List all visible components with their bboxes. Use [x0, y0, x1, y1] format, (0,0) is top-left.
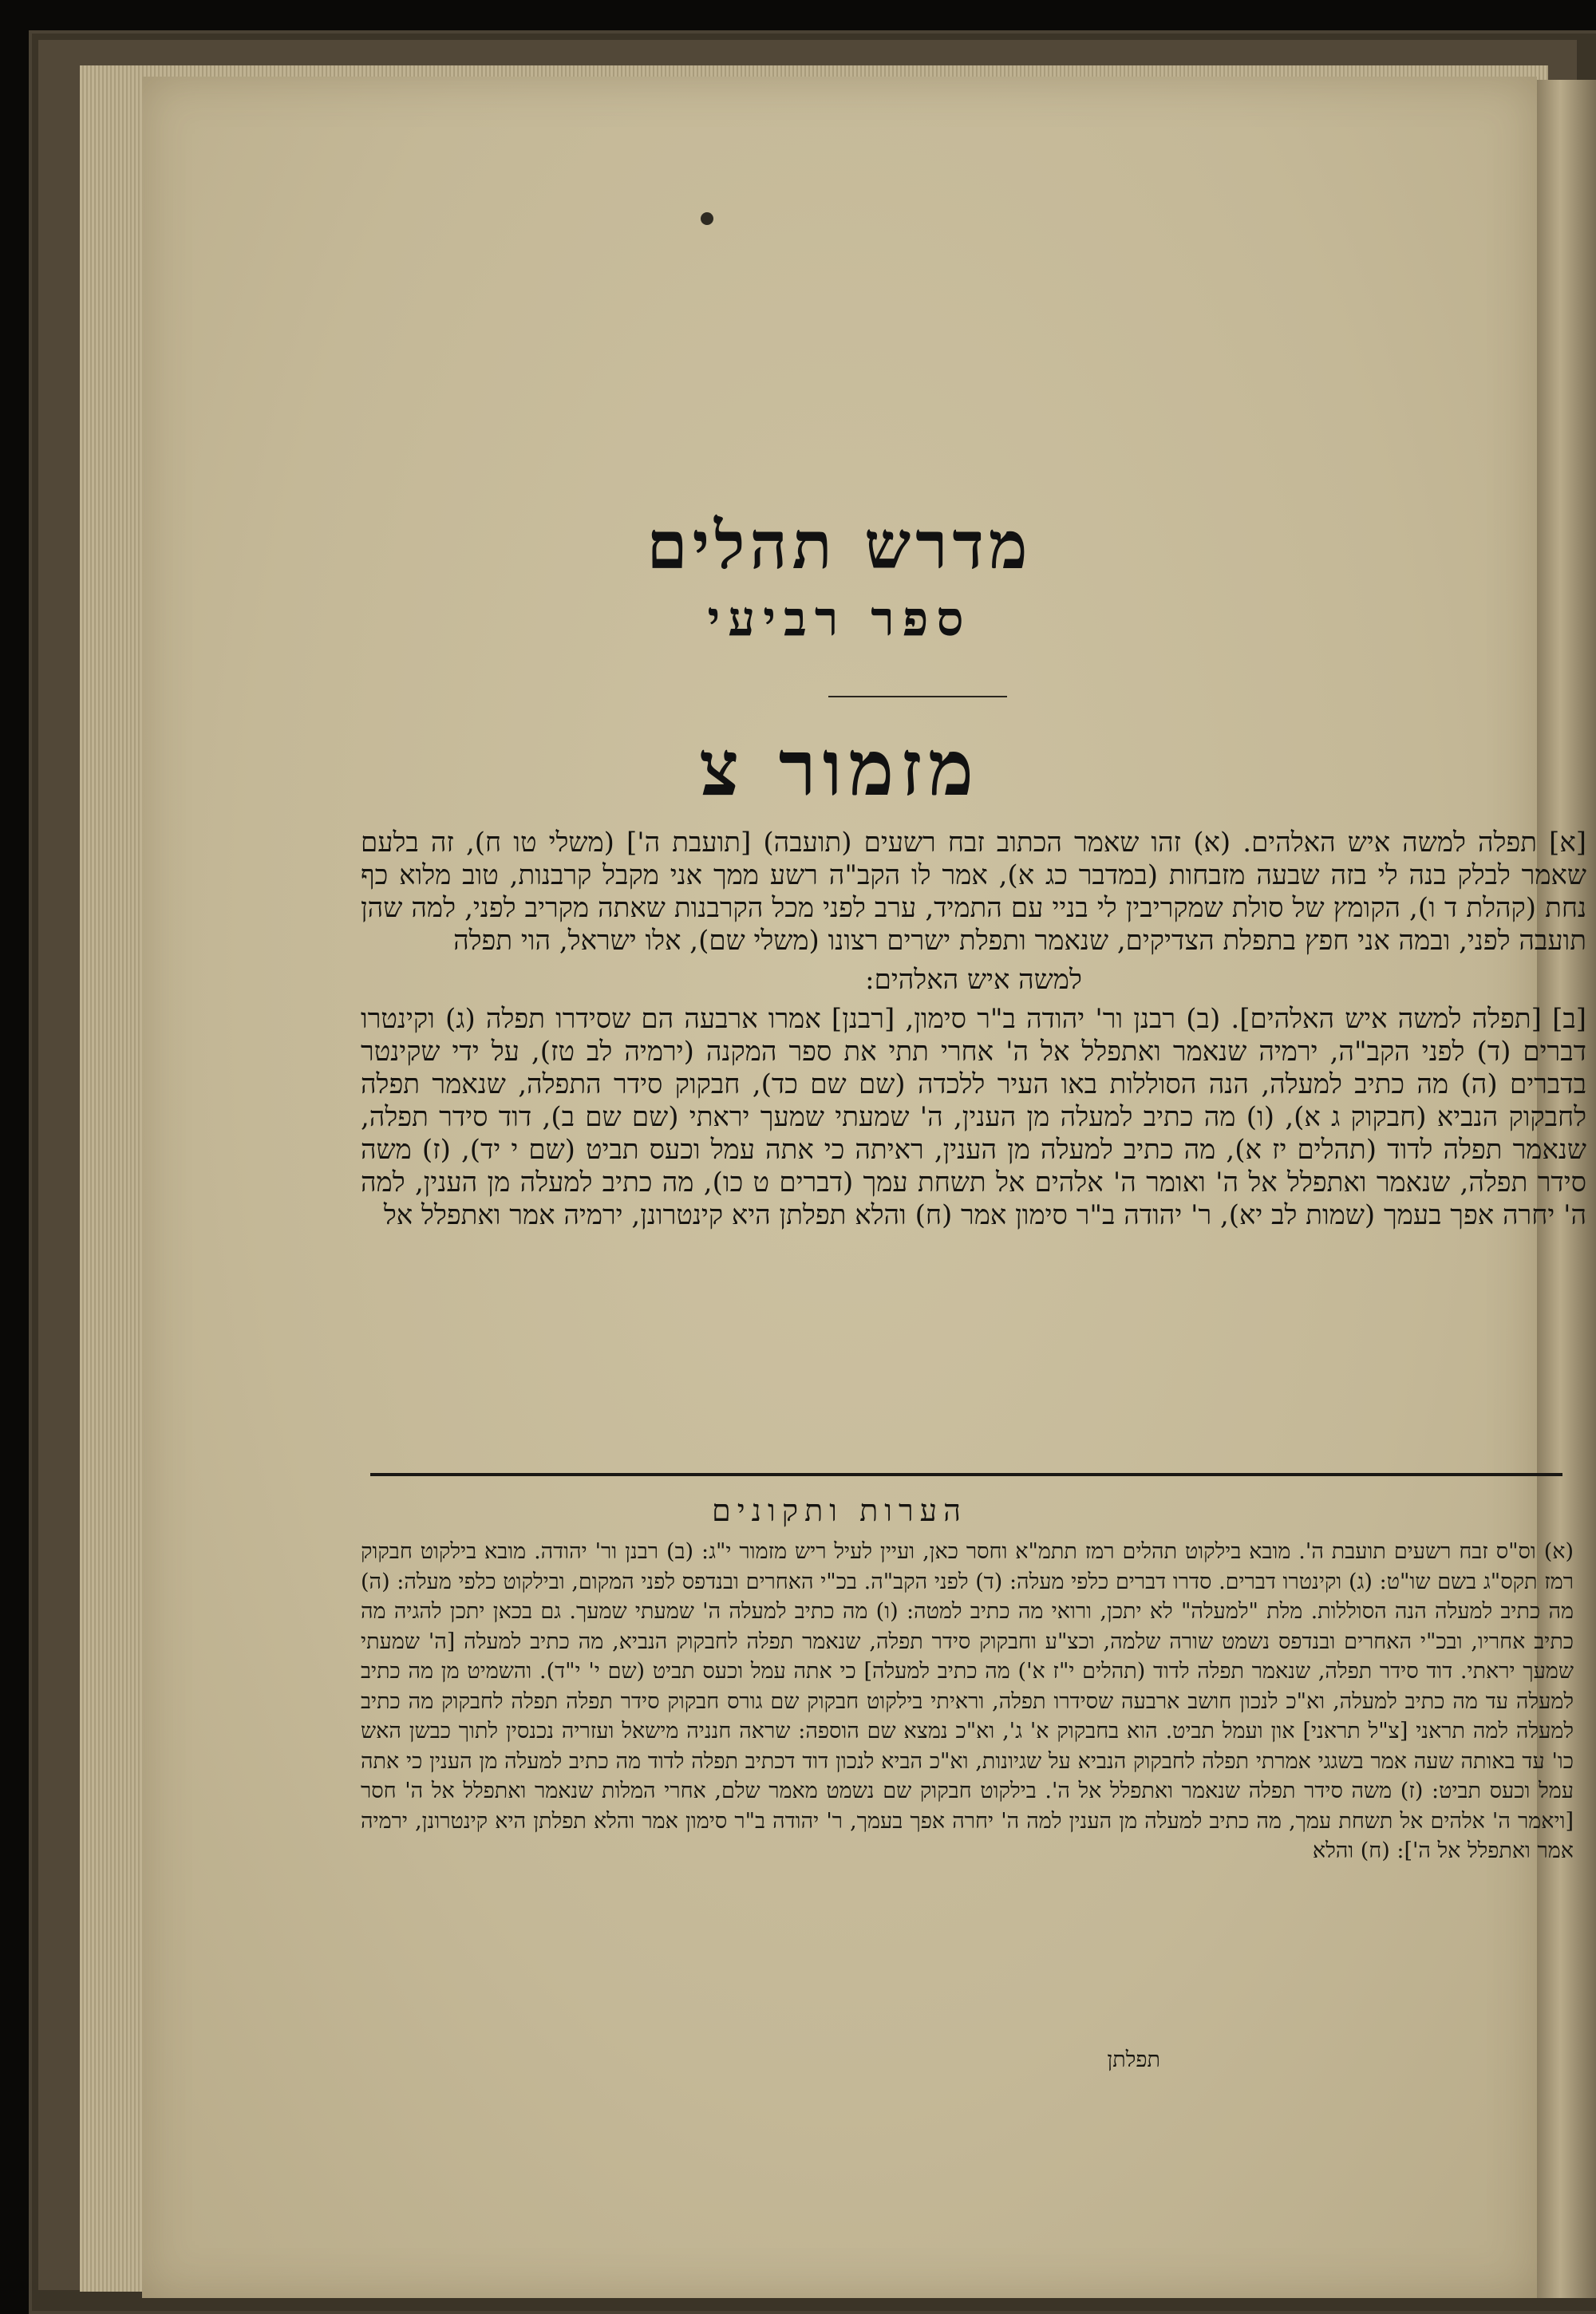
title-divider	[828, 696, 1007, 697]
page-subtitle: ספר רביעי	[707, 591, 972, 647]
book-page	[142, 77, 1586, 2298]
notes-divider	[370, 1473, 1562, 1476]
paragraph-1: [א] תפלה למשה איש האלהים. (א) זהו שאמר הכתוב זבח רשעים (תועבה) [תועבת ה'] (משלי טו ח), זה בלעם שאמר לבלק בנה לי בזה שבעה מזבחות (במדבר כג א), אמר לו הקב"ה רשע ממך אני מקבל קרבנות, טוב מלוא כף נחת (קהלת ד ו), הקומץ של סולת שמקריבין לי בניי עם התמיד, ערב לפני מכל הקרבנות שאתה מקריב לפני, למה שהן תועבה לפני, ובמה אני חפץ בתפלת הצדיקים, שנאמר ותפלת ישרים רצונו (משלי שם), אלו ישראל, הוי תפלה	[361, 827, 1586, 957]
notes-last-word: תפלתן	[1107, 2047, 1160, 2072]
notes-title: הערות ותקונים	[712, 1493, 967, 1528]
main-text	[361, 827, 1586, 1238]
psalm-heading: מזמור צ	[698, 723, 980, 813]
page-title: מדרש תהלים	[646, 507, 1033, 584]
paragraph-1-ending: למשה איש האלהים:	[865, 964, 1082, 996]
notes-text: (א) וס"ס זבח רשעים תועבת ה'. מובא בילקוט תהלים רמז תתמ"א וחסר כאן, ועיין לעיל ריש מזמור י"ג: (ב) רבנן ור' יהודה. מובא בילקוט חבקוק רמז תקס"ג בשם שו"ט: (ג) וקינטרו דברים. סדרו דברים כלפי מעלה: (ד) לפני הקב"ה. בכ"י האחרים ובנדפס לפני המקום, ובילקוט כלפי מעלה: (ה) מה כתיב למעלה הנה הסוללות. מלת "למעלה" לא יתכן, ורואי מה כתיב למטה: (ו) מה כתיב למעלה ה' שמעתי שמעך. גם בכאן יתכן להגיה מה כתיב אחריו, ובכ"י האחרים ובנדפס נשמט שורה שלמה, וכצ"ע וחבקוק סידר תפלה, שנאמר תפלה לחבקוק הנביא, מה כתיב למעלה [ה' שמעתי שמעך יראתי. דוד סידר תפלה, שנאמר תפלה לדוד (תהלים י"ז א') מה כתיב למעלה] כי אתה עמל וכעס תביט (שם י' י"ד). והשמיט מן מה כתיב למעלה עד מה כתיב למעלה, וא"כ לנכון חושב ארבעה שסידרו תפלה, וראיתי בילקוט חבקוק שם גורס חבקוק סידר תפלה תפלה לחבקוק מה כתיב למעלה למה תראני [צ"ל תראני] און ועמל תביט. הוא בחבקוק א' ג', וא"כ נמצא שם הוספה: שראה חנניה מישאל ועזריה נכנסין לתוך כבשן האש כו' עד באותה שעה אמר בשגגי אמרתי תפלה לחבקוק הנביא על שגיונות, וא"כ הביא לנכון דוד דכתיב תפלה לדוד מה כתיב למעלה מן הענין כי אתה עמל וכעס תביט: (ז) משה סידר תפלה שנאמר ואתפלל אל ה'. בילקוט חבקוק שם נשמט מאמר שלם, אחרי המלות שנאמר ואתפלל אל ה' חסר [ויאמר ה' אלהים אל תשחת עמך, מה כתיב למעלה מן הענין למה ה' יחרה אפך בעמך, ר' יהודה ב"ר סימון אמר והלא תפלתן היא קינטרונן, ירמיה אמר ואתפלל אל ה']: (ח) והלא	[361, 1539, 1574, 1863]
binding-hole	[701, 212, 713, 225]
paragraph-2: [ב] [תפלה למשה איש האלהים]. (ב) רבנן ור' יהודה ב"ר סימון, [רבנן] אמרו ארבעה הם שסידרו תפלה (ג) וקינטרו דברים (ד) לפני הקב"ה, ירמיה שנאמר ואתפלל אל ה' אחרי תתי את ספר המקנה (ירמיה לב טז), על ידי שקינטר בדברים (ה) מה כתיב למעלה, הנה הסוללות באו העיר ללכדה (שם שם כד), חבקוק סידר התפלה, שנאמר תפלה לחבקוק הנביא (חבקוק ג א), (ו) מה כתיב למעלה מן הענין, ה' שמעתי שמעך יראתי (שם שם ב), דוד סידר תפלה, שנאמר תפלה לדוד (תהלים יז א), מה כתיב למעלה מן הענין, ראיתה כי אתה עמל וכעס תביט (שם י יד), (ז) משה סידר תפלה, שנאמר ואתפלל אל ה' ואומר ה' אלהים אל תשחת עמך (דברים ט כו), מה כתיב למעלה מן הענין, למה ה' יחרה אפך בעמך (שמות לב יא), ר' יהודה ב"ר סימון אמר (ח) והלא תפלתן היא קינטרונן, ירמיה אמר ואתפלל אל	[361, 1003, 1586, 1231]
